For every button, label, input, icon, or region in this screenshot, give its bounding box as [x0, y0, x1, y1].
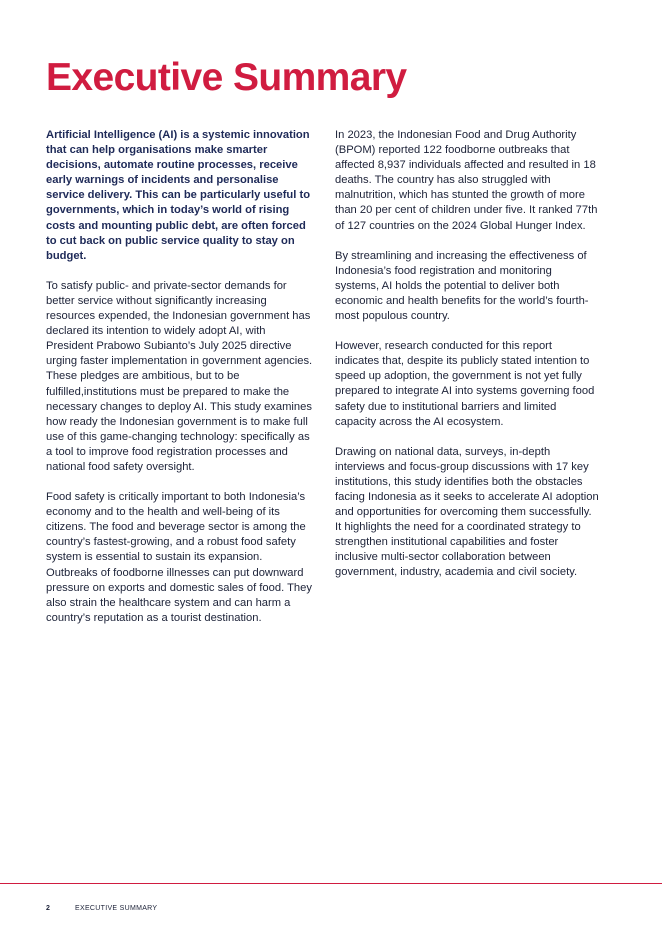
page-number: 2	[46, 905, 51, 912]
body-paragraph: However, research conducted for this report indicates that, despite its publicly stated intention to speed up adoption, the government is not yet fully prepared to integrate AI into systems governing food safety due to institutional barriers and limited capacity across the AI ecosystem.	[335, 340, 595, 428]
footer-section-label: EXECUTIVE SUMMARY	[75, 905, 158, 912]
body-paragraph: Food safety is critically important to both Indonesia’s economy and to the health and well-being of its citizens. The food and beverage sector is among the country’s fastest-growing, and a robust food safety system is essential to sustain its expansion. Outbreaks of foodborne illnesses can put downward pressure on exports and domestic sales of food. They also strain the healthcare system and can harm a country’s reputation as a tourist destination.	[46, 491, 312, 624]
right-column	[335, 128, 599, 596]
body-paragraph: In 2023, the Indonesian Food and Drug Authority (BPOM) reported 122 foodborne outbreaks that affected 8,937 individuals affected and resulted in 18 deaths. The country has also struggled with malnutrition, which has stunted the growth of more than 20 per cent of children under five. It ranked 77th of 127 countries on the 2024 Global Hunger Index.	[335, 129, 598, 232]
body-paragraph: Drawing on national data, surveys, in-depth interviews and focus-group discussions with 17 key institutions, this study identifies both the obstacles facing Indonesia as it seeks to accelerate AI adoption and opportunities for overcoming them successfully. It highlights the need for a coordinated strategy to strengthen institutional capabilities and foster inclusive multi-sector collaboration between government, industry, academia and civil society.	[335, 445, 599, 579]
body-paragraph: By streamlining and increasing the effectiveness of Indonesia’s food registration and monitoring systems, AI holds the potential to deliver both economic and health benefits for the world’s fourth-most populous country.	[335, 249, 589, 323]
body-paragraph: To satisfy public- and private-sector demands for better service without significantly increasing resources expended, the Indonesian government has declared its intention to widely adopt AI, with President Prabowo Subianto’s July 2025 directive urging faster implementation in government agencies. These pledges are ambitious, but to be fulfilled,institutions must be prepared to make the necessary changes to deploy AI. This study examines how ready the Indonesian government is to make full use of this game-changing technology: specifically as a tool to improve food registration processes and national food safety oversight.	[46, 279, 313, 473]
left-column	[46, 128, 314, 641]
footer-divider	[0, 883, 662, 884]
lead-paragraph: Artificial Intelligence (AI) is a systemic innovation that can help organisations make smarter decisions, automate routine processes, receive early warnings of incidents and personalise service delivery. This can be particularly useful to governments, which in today’s world of rising costs and mounting public debt, are often forced to cut back on public service quality to stay on budget.	[46, 129, 311, 262]
page-title: Executive Summary	[46, 56, 407, 99]
